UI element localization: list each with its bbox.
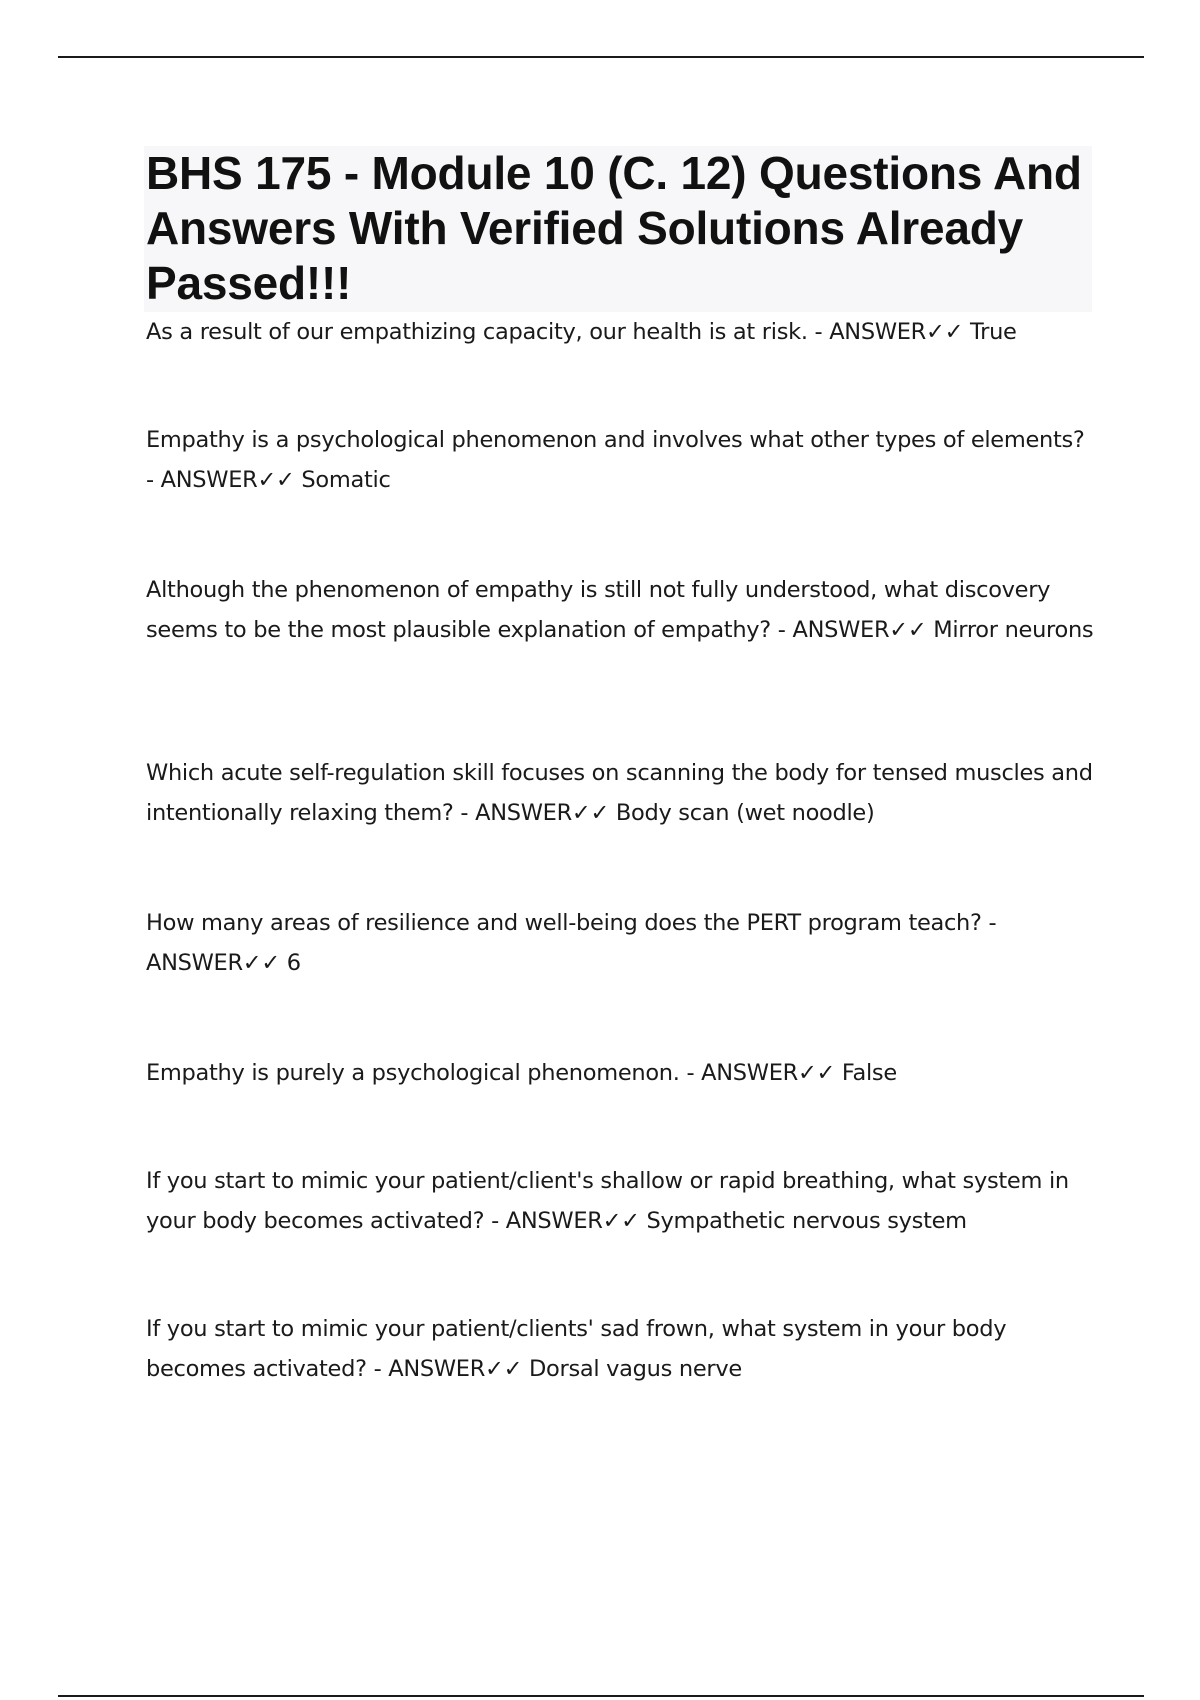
- qa-item-3: Although the phenomenon of empathy is still not fully understood, what discovery seems to be the most plausible explanation of empathy? - ANSWER✓✓ Mirror neurons: [146, 577, 1094, 643]
- document-title: BHS 175 - Module 10 (C. 12) Questions And Answers With Verified Solutions Already Passed!!!: [146, 147, 1082, 309]
- qa-item-2: Empathy is a psychological phenomenon and involves what other types of elements? - ANSWER✓✓ Somatic: [146, 427, 1085, 493]
- qa-item-4: Which acute self-regulation skill focuses on scanning the body for tensed muscles and intentionally relaxing them? - ANSWER✓✓ Body scan (wet noodle): [146, 760, 1093, 826]
- qa-item-1: As a result of our empathizing capacity, our health is at risk. - ANSWER✓✓ True: [146, 319, 1017, 345]
- qa-item-7: If you start to mimic your patient/client's shallow or rapid breathing, what system in your body becomes activated? - ANSWER✓✓ Sympathetic nervous system: [146, 1168, 1069, 1234]
- qa-item-8: If you start to mimic your patient/clients' sad frown, what system in your body becomes activated? - ANSWER✓✓ Dorsal vagus nerve: [146, 1316, 1007, 1382]
- top-rule: [58, 56, 1144, 58]
- bottom-rule: [58, 1695, 1144, 1697]
- qa-item-5: How many areas of resilience and well-being does the PERT program teach? - ANSWER✓✓ 6: [146, 910, 997, 976]
- qa-item-6: Empathy is purely a psychological phenomenon. - ANSWER✓✓ False: [146, 1060, 897, 1086]
- title-block: [144, 146, 1092, 312]
